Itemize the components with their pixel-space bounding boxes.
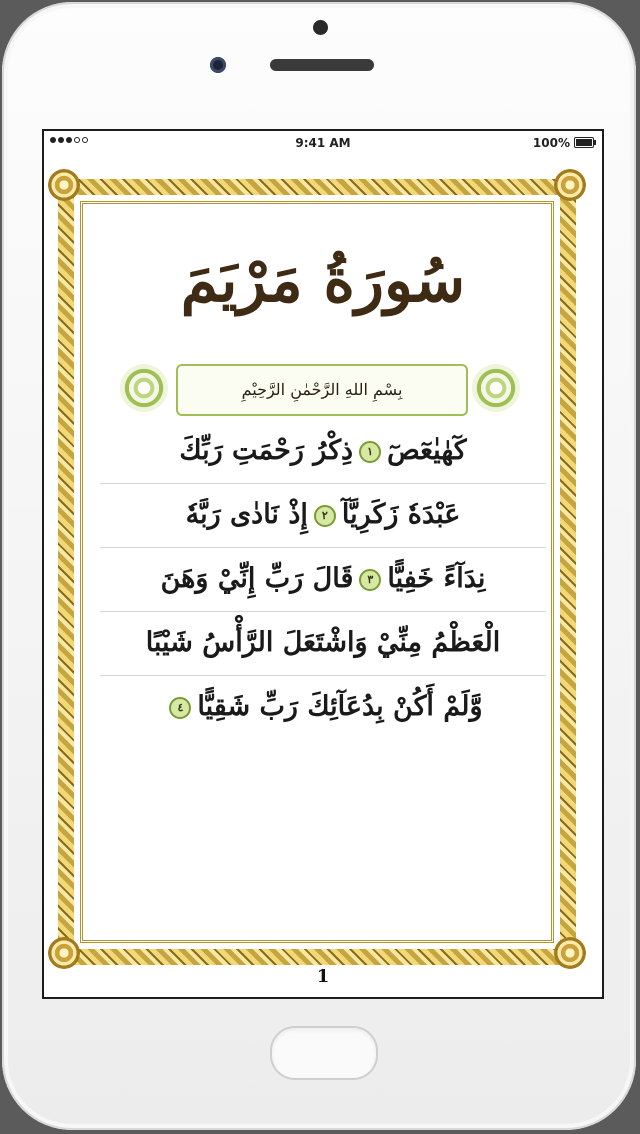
- ayah-number-marker: ٤: [169, 697, 191, 719]
- frame-corner-ornament-icon: [48, 169, 80, 201]
- front-camera: [210, 57, 226, 73]
- verse-line: [100, 423, 546, 479]
- verse-text: الْعَظْمُ مِنِّيْ وَاشْتَعَلَ الرَّأْسُ شَيْبًا: [145, 627, 501, 658]
- verse-text: وَّلَمْ أَكُنْ بِدُعَآئِكَ رَبِّ شَقِيًّا: [197, 691, 483, 722]
- status-time: 9:41 AM: [295, 136, 351, 150]
- line-divider: [100, 611, 546, 612]
- verse-text: عَبْدَهٗ زَكَرِيَّآ: [341, 499, 461, 530]
- verse-text: ذِكْرُ رَحْمَتِ رَبِّكَ: [179, 435, 354, 466]
- verse-line: [100, 551, 546, 607]
- status-bar: [44, 131, 602, 157]
- earpiece-speaker: [270, 59, 374, 71]
- rosette-ornament-icon: [120, 364, 168, 412]
- frame-corner-ornament-icon: [554, 937, 586, 969]
- verse-text: إِذْ نَادٰى رَبَّهٗ: [185, 499, 308, 530]
- verse-text: كٓهٰيٰعٓصٓ: [387, 435, 467, 466]
- verse-text: نِدَآءً خَفِيًّا: [387, 563, 486, 594]
- phone-bezel: [2, 2, 636, 1130]
- verse-line: [100, 487, 546, 543]
- proximity-sensor: [313, 20, 328, 35]
- bismillah-text: بِسْمِ اللهِ الرَّحْمٰنِ الرَّحِيْمِ: [176, 364, 468, 416]
- line-divider: [100, 483, 546, 484]
- page-number: 1: [316, 966, 330, 987]
- home-button[interactable]: [270, 1026, 378, 1080]
- frame-corner-ornament-icon: [554, 169, 586, 201]
- battery-icon: [574, 137, 594, 148]
- screen: [42, 129, 604, 999]
- surah-title: سُورَةُ مَرْيَمَ: [180, 246, 466, 316]
- verse-line: [100, 679, 546, 735]
- verse-line: [100, 615, 546, 671]
- bismillah-banner: [120, 364, 520, 416]
- verse-text: قَالَ رَبِّ إِنِّيْ وَهَنَ: [160, 563, 354, 594]
- ayah-number-marker: ١: [359, 441, 381, 463]
- line-divider: [100, 547, 546, 548]
- battery-percent: 100%: [532, 136, 570, 150]
- ayah-number-marker: ٣: [359, 569, 381, 591]
- ayah-number-marker: ٢: [314, 505, 336, 527]
- line-divider: [100, 675, 546, 676]
- frame-corner-ornament-icon: [48, 937, 80, 969]
- rosette-ornament-icon: [472, 364, 520, 412]
